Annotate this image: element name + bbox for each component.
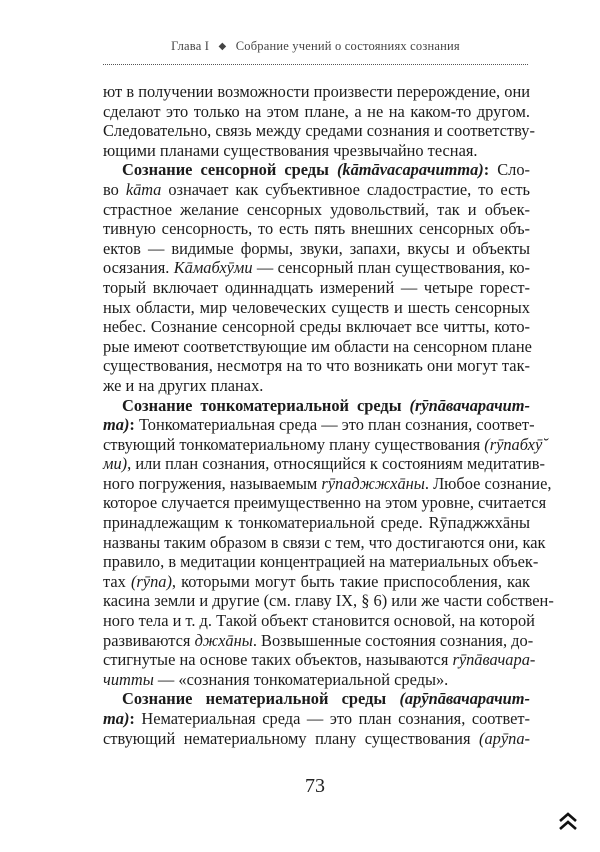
text-segment: правило, в медитации концентрацией на материальных объек- <box>103 552 539 572</box>
text-line <box>103 180 530 200</box>
text-segment: , или план сознания, относящийся к состояниям медитатив- <box>127 454 545 474</box>
text-segment: осязания. <box>103 258 174 278</box>
text-line <box>103 200 530 220</box>
text-segment: принадлежащим к тонкоматериальной среде. Rӯпаджжхāны <box>103 513 530 533</box>
text-line <box>103 219 530 239</box>
text-line <box>103 591 554 611</box>
text-line <box>103 650 536 670</box>
text-segment: . Любое сознание, <box>424 473 552 493</box>
text-segment: небес. Сознание сенсорной среды включает все читты, кото- <box>103 317 530 337</box>
text-segment: же и на других планах. <box>103 375 264 395</box>
italic-term: rӯпаджжхāны <box>321 473 425 493</box>
text-segment: которое случается преимущественно на этом уровне, считается <box>103 493 547 513</box>
text-line <box>103 532 546 553</box>
italic-term: Kāмабхӯми <box>173 258 253 278</box>
text-line <box>103 454 545 474</box>
running-header <box>103 38 528 56</box>
text-segment: ного тела и т. д. Такой объект становится основой, на которой <box>103 611 535 631</box>
text-segment: ющими планами существования чрезвычайно тесная. <box>103 140 478 160</box>
text-line <box>103 630 534 651</box>
text-segment: означает как субъективное сладострастие, то есть <box>161 179 530 199</box>
bold-term: (арӯпāвачарачит- <box>399 689 530 709</box>
text-segment: тивную сенсорность, то есть пять внешних сенсорных объ- <box>103 219 530 239</box>
text-segment: Следовательно, связь между средами сознания и соответству- <box>103 121 535 141</box>
page-number: 73 <box>305 775 325 797</box>
text-line <box>103 337 530 357</box>
text-line <box>103 689 530 709</box>
bold-term: та) <box>103 709 130 728</box>
text-segment: — «сознания тонкоматериальной среды». <box>153 669 449 689</box>
text-line <box>103 160 530 180</box>
text-segment: . Возвышенные состояния сознания, до- <box>252 630 534 650</box>
italic-term: (rӯпабхӯ̆ <box>484 434 543 454</box>
text-segment: торый включает одиннадцать измерений — четыре горест- <box>103 277 530 297</box>
text-segment: развиваются <box>103 630 195 650</box>
scroll-to-top-button[interactable] <box>556 810 580 834</box>
text-segment: ных области, мир человеческих существ и шесть сенсорных <box>103 297 530 317</box>
double-chevron-up-icon <box>556 810 580 834</box>
text-segment: стигнутые на основе таких объектов, называются <box>103 650 453 670</box>
text-line <box>103 434 543 455</box>
text-line <box>103 239 530 259</box>
text-line <box>103 376 530 396</box>
text-line <box>103 611 535 631</box>
bold-term: Сознание тонкоматериальной среды <box>122 395 410 415</box>
text-line <box>103 473 552 494</box>
chapter-label: Глава I <box>171 39 210 53</box>
text-segment: Нематериальная среда — это план сознания, соответ- <box>134 709 530 728</box>
text-line <box>103 513 530 533</box>
text-line <box>103 102 530 122</box>
text-line <box>103 670 530 690</box>
bold-term: (rӯпāвачарачит- <box>409 395 530 415</box>
italic-term: джхāны <box>194 630 253 650</box>
text-segment: — сенсорный план существования, ко- <box>252 258 530 278</box>
text-line <box>103 396 530 416</box>
text-line <box>103 415 535 435</box>
italic-term: (арӯпа- <box>479 728 530 748</box>
bold-term: (kāmāvacaрачитта) <box>336 160 484 180</box>
bold-term: : <box>129 415 135 435</box>
header-divider <box>103 64 528 65</box>
text-segment: ектов — видимые формы, звуки, запахи, вкусы и объекты <box>103 238 530 258</box>
bold-term: Сознание нематериальной среды <box>122 689 400 709</box>
text-line <box>103 82 530 102</box>
text-line <box>103 729 530 749</box>
text-segment: ют в получении возможности произвести перерождение, они <box>103 82 530 101</box>
italic-term: rӯпāвачара- <box>452 650 536 670</box>
text-line <box>103 298 530 318</box>
text-segment: рые имеют соответствующие им области на сенсорном плане <box>103 336 532 356</box>
text-segment: ствующий тонкоматериальному плану существования <box>103 434 485 454</box>
text-segment: ного погружения, называемым <box>103 473 322 493</box>
text-segment: касина земли и другие (см. главу IX, § 6) или же части собствен- <box>103 591 554 611</box>
italic-term: ми) <box>103 454 128 474</box>
text-segment: Тонкоматериальная среда — это план сознания, соответ- <box>134 415 535 435</box>
text-segment: сделают это только на этом плане, а не на каком-то другом. <box>103 101 530 121</box>
italic-term: (rӯпа) <box>130 571 172 591</box>
diamond-separator-icon: ◆ <box>218 41 227 52</box>
text-line <box>103 317 530 337</box>
text-line <box>103 356 530 376</box>
text-line <box>103 552 539 572</box>
page-body-text <box>103 82 554 748</box>
italic-term: читты <box>103 669 154 689</box>
text-line <box>103 121 535 141</box>
text-segment: тах <box>103 571 131 591</box>
chapter-title: Собрание учений о состояниях сознания <box>235 39 460 53</box>
bold-term: : <box>129 709 135 728</box>
text-line <box>103 709 530 729</box>
text-segment: страстное желание сенсорных удовольствий, так и объек- <box>103 199 530 219</box>
text-line <box>103 141 530 161</box>
text-line <box>103 258 530 278</box>
text-segment: , которыми могут быть такие приспособления, как <box>171 571 530 591</box>
bold-term: та) <box>103 415 130 435</box>
text-line <box>103 572 530 592</box>
text-segment: Сло- <box>489 160 530 180</box>
text-segment: во <box>103 179 126 199</box>
text-segment: названы таким образом в связи с тем, что достигаются они, как <box>103 532 546 552</box>
bold-term: Сознание сенсорной среды <box>122 160 337 180</box>
italic-term: kāma <box>125 179 162 199</box>
bold-term: : <box>483 160 490 180</box>
text-line <box>103 493 547 513</box>
text-segment: существования, несмотря на то что возникать они могут так- <box>103 356 530 376</box>
text-line <box>103 278 530 298</box>
text-segment: ствующий нематериальному плану существования <box>103 728 480 748</box>
